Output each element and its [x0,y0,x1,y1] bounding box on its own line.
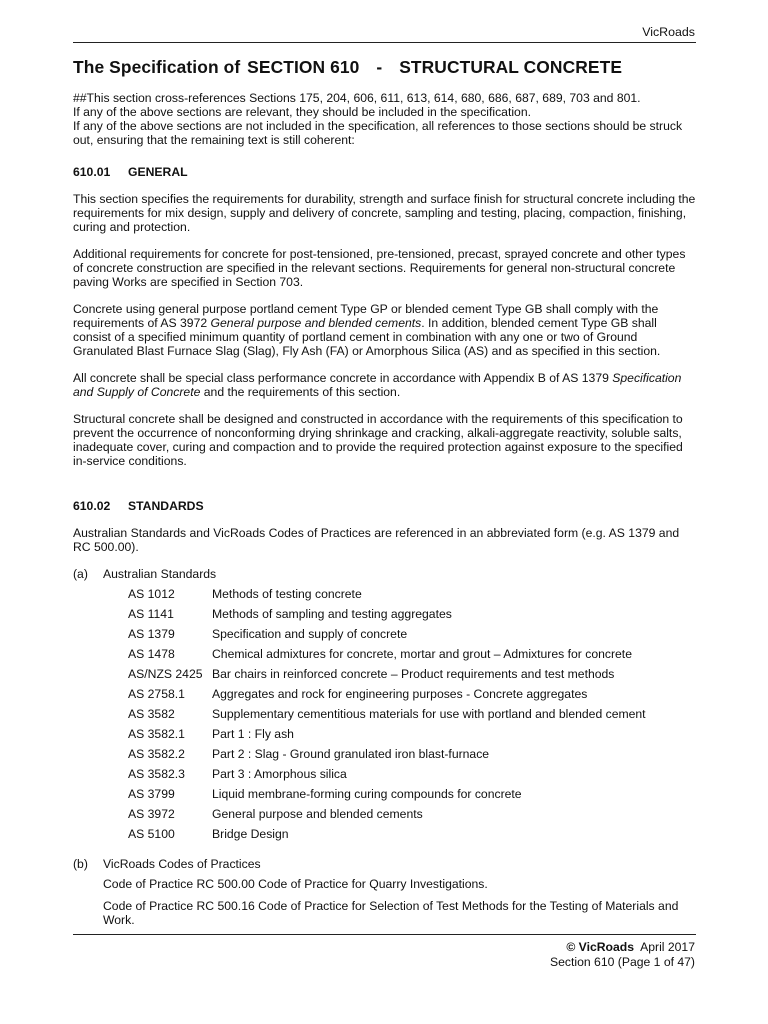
standard-row [128,607,696,627]
text-run: and the requirements of this section. [200,385,401,399]
standard-description: Part 1 : Fly ash [212,727,294,741]
standard-code: AS 3582 [128,707,175,721]
list-heading [73,857,696,871]
code-of-practice-item: Code of Practice RC 500.00 Code of Practice for Quarry Investigations. [103,877,488,891]
standard-title-italic: Specification and Supply of Concrete [73,371,682,399]
standard-description: Part 3 : Amorphous silica [212,767,347,781]
standard-row [128,647,696,667]
standard-code: AS 3582.1 [128,727,185,741]
title-section-name: STRUCTURAL CONCRETE [399,57,623,77]
standard-title-italic: General purpose and blended cements [210,316,422,330]
standard-row [128,747,696,767]
standard-code: AS 3799 [128,787,175,801]
footer-copyright-line [550,940,695,955]
footer-brand: © VicRoads [566,940,634,954]
footer-divider [73,934,696,935]
list-title: Australian Standards [103,567,217,581]
list-label: (a) [73,567,88,581]
section-heading-text: GENERAL [128,165,188,179]
editor-note-line-3: If any of the above sections are not included in the specification, all references to those sections should be struck out, ensuring that the remaining text is still coherent: [73,119,683,147]
page-title [73,56,696,78]
standard-description: Part 2 : Slag - Ground granulated iron blast-furnace [212,747,490,761]
standard-description: Liquid membrane-forming curing compounds for concrete [212,787,522,801]
section-heading-standards [73,499,696,513]
title-prefix: The Specification of [73,57,241,77]
title-section-number: SECTION 610 [247,57,360,77]
standard-description: Bridge Design [212,827,289,841]
vicroads-codes-list [73,857,696,927]
standard-code: AS 3582.2 [128,747,185,761]
standard-row [128,767,696,787]
standard-row [128,707,696,727]
standard-code: AS 3972 [128,807,175,821]
general-paragraph-2: Additional requirements for concrete for post-tensioned, pre-tensioned, precast, sprayed concrete and other types of concrete construction are specified in the relevant sections. Requirements for general non-structural concrete paving Works are specified in Section 703. [73,247,686,289]
standard-row [128,687,696,707]
header-divider [73,42,696,43]
list-label: (b) [73,857,88,871]
standard-row [128,627,696,647]
standard-code: AS 1379 [128,627,175,641]
document-body [73,56,696,935]
standard-description: Chemical admixtures for concrete, mortar and grout – Admixtures for concrete [212,647,632,661]
standard-code: AS 2758.1 [128,687,185,701]
standard-code: AS 5100 [128,827,175,841]
list-heading [73,567,696,581]
standard-row [128,807,696,827]
standard-description: Supplementary cementitious materials for use with portland and blended cement [212,707,646,721]
text-run: . In addition, blended cement Type GB shall consist of a specified minimum quantity of portland cement in combination with any one or two of Ground Granulated Blast Furnace Slag (Slag), Fly Ash (FA) or Amorphous Silica (AS) and as specified in this section. [73,316,661,358]
page-header-org: VicRoads [642,25,695,39]
section-heading-general [73,165,696,179]
standard-code: AS 3582.3 [128,767,185,781]
title-dash: - [376,57,383,77]
standards-intro: Australian Standards and VicRoads Codes of Practices are referenced in an abbreviated form (e.g. AS 1379 and RC 500.00). [73,526,680,554]
editor-note-line-2: If any of the above sections are relevant, they should be included in the specification. [73,105,531,119]
standard-code: AS 1141 [128,607,174,621]
text-run: Concrete using general purpose portland cement Type GP or blended cement Type GB shall comply with the requirements of AS 3972 [73,302,659,330]
standard-row [128,827,696,847]
standard-code: AS/NZS 2425 [128,667,203,681]
standard-description: General purpose and blended cements [212,807,423,821]
footer-date: April 2017 [640,940,695,954]
standard-row [128,667,696,687]
editor-note [73,91,696,147]
standard-code: AS 1478 [128,647,175,661]
general-paragraph-1: This section specifies the requirements for durability, strength and surface finish for structural concrete including the requirements for mix design, supply and delivery of concrete, sampling and testing, placing, compaction, finishing, curing and protection. [73,192,696,234]
standard-row [128,787,696,807]
standard-row [128,727,696,747]
codes-of-practice [103,877,696,927]
general-paragraph-4 [73,371,696,399]
standard-description: Specification and supply of concrete [212,627,408,641]
standard-description: Methods of sampling and testing aggregates [212,607,452,621]
text-run: All concrete shall be special class performance concrete in accordance with Appendix B of AS 1379 [73,371,613,385]
standard-description: Aggregates and rock for engineering purposes - Concrete aggregates [212,687,588,701]
footer-page-number: Section 610 (Page 1 of 47) [550,955,695,969]
editor-note-line-1: ##This section cross-references Sections 175, 204, 606, 611, 613, 614, 680, 686, 687, 689, 703 and 801. [73,91,641,105]
general-paragraph-5: Structural concrete shall be designed and constructed in accordance with the requirements of this specification to prevent the occurrence of nonconforming drying shrinkage and cracking, alkali-aggregate reactivity, soluble salts, inadequate cover, curing and compaction and to provide the required protection against exposure to the specified in-service conditions. [73,412,683,468]
page-footer [550,940,695,970]
code-of-practice-item: Code of Practice RC 500.16 Code of Practice for Selection of Test Methods for the Testing of Materials and Work. [103,899,679,927]
section-number: 610.01 [73,165,111,179]
australian-standards-list [73,567,696,847]
list-title: VicRoads Codes of Practices [103,857,261,871]
standard-row [128,587,696,607]
standard-description: Bar chairs in reinforced concrete – Product requirements and test methods [212,667,615,681]
standard-code: AS 1012 [128,587,175,601]
section-heading-text: STANDARDS [128,499,204,513]
standard-description: Methods of testing concrete [212,587,362,601]
section-number: 610.02 [73,499,111,513]
standards-table [128,587,696,847]
general-paragraph-3 [73,302,696,358]
